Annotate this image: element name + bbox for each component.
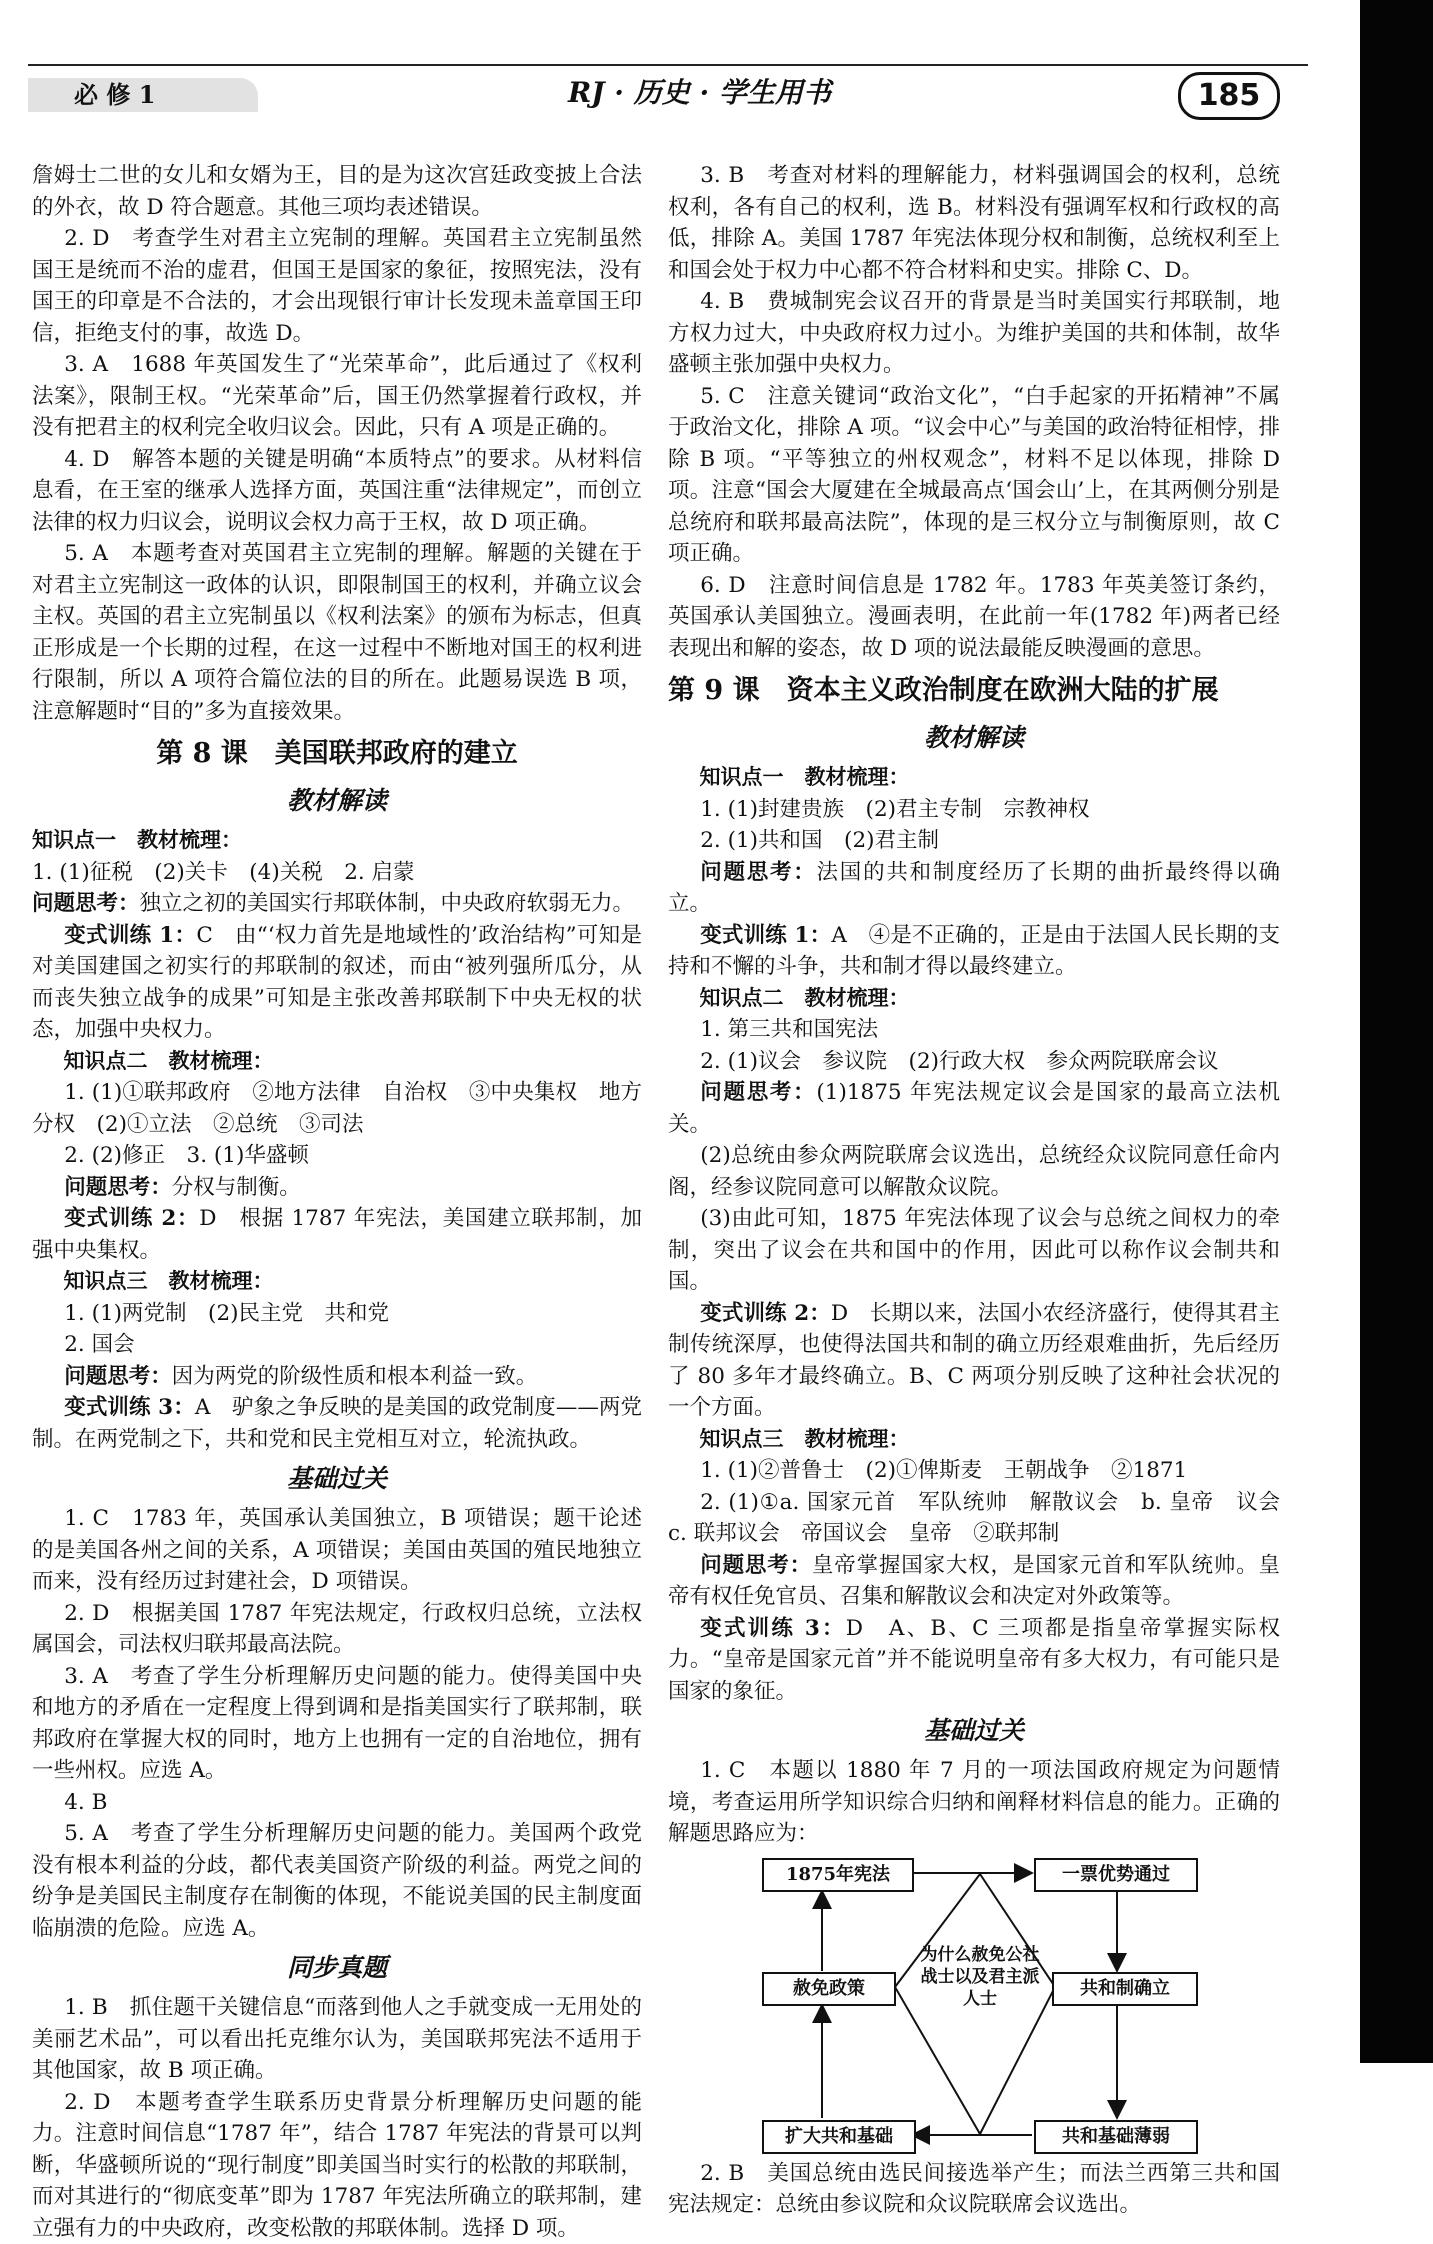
- label: 变式训练 2：: [700, 1301, 831, 1326]
- left-column: [32, 160, 642, 2244]
- answer-2: 2. D 根据美国 1787 年宪法规定，行政权归总统，立法权属国会，司法权归联邦最高法院。: [32, 1598, 642, 1661]
- scan-edge-bar: [1360, 0, 1433, 2063]
- answer-3: 3. B 考查对材料的理解能力，材料强调国会的权利，总统权利，各有自己的权利，选 B。材料没有强调军权和行政权的高低，排除 A。美国 1787 年宪法体现分权和制衡，总统权利至上和国会处于权力中心都不符合材料和史实。排除 C、D。: [668, 160, 1280, 286]
- paragraph: 2. 国会: [32, 1329, 642, 1361]
- box-1875-constitution: 1875年宪法: [762, 1858, 914, 1892]
- paragraph: 1. (1)封建贵族 (2)君主专制 宗教神权: [668, 794, 1280, 826]
- answer-2: 2. D 本题考查学生联系历史背景分析理解历史问题的能力。注意时间信息“1787 年”，结合 1787 年宪法的背景可以判断，华盛顿所说的“现行制度”即美国当时实行的松散的邦联制，而对其进行的“彻底变革”即为 1787 年宪法所确立的联邦制，建立强有力的中央政府，改变松散的邦联体制。选择 D 项。: [32, 2087, 642, 2244]
- variant-exercise: [668, 920, 1280, 983]
- box-expand-base: 扩大共和基础: [762, 2120, 916, 2154]
- question-thinking: [32, 1361, 642, 1393]
- text: (1)1875 年宪法规定议会是国家的最高立法机关。: [668, 1080, 1280, 1137]
- label: 问题思考：: [32, 891, 140, 916]
- paragraph: 2. (2)修正 3. (1)华盛顿: [32, 1140, 642, 1172]
- label: 问题思考：: [700, 1553, 812, 1578]
- box-amnesty: 赦免政策: [762, 1972, 896, 2006]
- text: 分权与制衡。: [172, 1175, 301, 1200]
- section-heading: 教材解读: [32, 781, 642, 821]
- page-header: [28, 58, 1348, 128]
- text: 皇帝掌握国家大权，是国家元首和军队统帅。皇帝有权任免官员、召集和解散议会和决定对外政策等。: [668, 1553, 1280, 1610]
- knowledge-point-2: 知识点二 教材梳理：: [32, 1046, 642, 1078]
- section-heading: 基础过关: [668, 1711, 1280, 1751]
- right-column: [668, 160, 1280, 2221]
- answer-1: 1. C 1783 年，英国承认美国独立，B 项错误；题干论述的是美国各州之间的关系，A 项错误；美国由英国的殖民地独立而来，没有经历过封建社会，D 项错误。: [32, 1503, 642, 1598]
- question-thinking: [668, 1077, 1280, 1140]
- knowledge-point-2: 知识点二 教材梳理：: [668, 983, 1280, 1015]
- label: 变式训练 3：: [700, 1616, 845, 1641]
- answer-4: 4. B 费城制宪会议召开的背景是当时美国实行邦联制，地方权力过大，中央政府权力过小。为维护美国的共和体制，故华盛顿主张加强中央权力。: [668, 286, 1280, 381]
- text: D 根据 1787 年宪法，美国建立联邦制，加强中央集权。: [32, 1206, 642, 1263]
- label: 变式训练 1：: [700, 923, 831, 948]
- text: C 由“‘权力首先是地域性的’政治结构”可知是对美国建国之初实行的邦联制的叙述，而由“被列强所瓜分，从而丧失独立战争的成果”可知是主张改善邦联制下中央无权的状态，加强中央权力。: [32, 923, 642, 1043]
- section-heading: 同步真题: [32, 1948, 642, 1988]
- answer-2: 2. B 美国总统由选民间接选举产生；而法兰西第三共和国宪法规定：总统由参议院和众议院联席会议选出。: [668, 2158, 1280, 2221]
- answer-3: 3. A 考查了学生分析理解历史问题的能力。使得美国中央和地方的矛盾在一定程度上得到调和是指美国实行了联邦制，联邦政府在掌握大权的同时，地方上也拥有一定的自治地位，拥有一些州权。应选 A。: [32, 1661, 642, 1787]
- paragraph: (2)总统由参众两院联席会议选出，总统经众议院同意任命内阁，经参议院同意可以解散众议院。: [668, 1140, 1280, 1203]
- label: 问题思考：: [64, 1364, 172, 1389]
- paragraph: 1. (1)征税 (2)关卡 (4)关税 2. 启蒙: [32, 857, 642, 889]
- box-one-vote: 一票优势通过: [1034, 1858, 1198, 1892]
- question-thinking: [32, 888, 642, 920]
- label: 变式训练 2：: [64, 1206, 199, 1231]
- knowledge-point-1: 知识点一 教材梳理：: [668, 762, 1280, 794]
- label: 问题思考：: [700, 860, 816, 885]
- paragraph: 2. (1)①a. 国家元首 军队统帅 解散议会 b. 皇帝 议会 c. 联邦议会 帝国议会 皇帝 ②联邦制: [668, 1487, 1280, 1550]
- variant-exercise: [32, 1203, 642, 1266]
- variant-exercise: [32, 920, 642, 1046]
- answer-3: 3. A 1688 年英国发生了“光荣革命”，此后通过了《权利法案》，限制王权。“光荣革命”后，国王仍然掌握着行政权，并没有把君主的权利完全收归议会。因此，只有 A 项是正确的。: [32, 349, 642, 444]
- label: 变式训练 1：: [64, 923, 196, 948]
- paragraph: 2. (1)共和国 (2)君主制: [668, 825, 1280, 857]
- paragraph: 1. (1)两党制 (2)民主党 共和党: [32, 1298, 642, 1330]
- knowledge-point-1: 知识点一 教材梳理：: [32, 825, 642, 857]
- box-republic-established: 共和制确立: [1052, 1972, 1198, 2006]
- lesson-8-title: 第 8 课 美国联邦政府的建立: [32, 731, 642, 777]
- center-question: 为什么赦免公社战士以及君主派人士: [920, 1944, 1040, 2010]
- paragraph: (3)由此可知，1875 年宪法体现了议会与总统之间权力的牵制，突出了议会在共和国中的作用，因此可以称作议会制共和国。: [668, 1203, 1280, 1298]
- header-rule: [28, 64, 1308, 66]
- answer-5: 5. A 考查了学生分析理解历史问题的能力。美国两个政党没有根本利益的分歧，都代表美国资产阶级的利益。两党之间的纷争是美国民主制度存在制衡的体现，不能说美国的民主制度面临崩溃的危险。应选 A。: [32, 1818, 642, 1944]
- text: D 长期以来，法国小农经济盛行，使得其君主制传统深厚，也使得法国共和制的确立历经艰难曲折，先后经历了 80 多年才最终确立。B、C 两项分别反映了这种社会状况的一个方面。: [668, 1301, 1280, 1421]
- answer-1: 1. C 本题以 1880 年 7 月的一项法国政府规定为问题情境，考查运用所学知识综合归纳和阐释材料信息的能力。正确的解题思路应为：: [668, 1755, 1280, 1850]
- paragraph: 詹姆士二世的女儿和女婿为王，目的是为这次宫廷政变披上合法的外衣，故 D 符合题意。其他三项均表述错误。: [32, 160, 642, 223]
- paragraph: 1. (1)①联邦政府 ②地方法律 自治权 ③中央集权 地方分权 (2)①立法 ②总统 ③司法: [32, 1077, 642, 1140]
- paragraph: 2. (1)议会 参议院 (2)行政大权 参众两院联席会议: [668, 1046, 1280, 1078]
- question-thinking: [32, 1172, 642, 1204]
- question-thinking: [668, 857, 1280, 920]
- book-volume: 必 修 1: [74, 78, 155, 112]
- answer-1: 1. B 抓住题干关键信息“而落到他人之手就变成一无用处的美丽艺术品”，可以看出托克维尔认为，美国联邦宪法不适用于其他国家，故 B 项正确。: [32, 1992, 642, 2087]
- answer-5: 5. C 注意关键词“政治文化”，“白手起家的开拓精神”不属于政治文化，排除 A 项。“议会中心”与美国的政治特征相悖，排除 B 项。“平等独立的州权观念”，材料不足以体现，排除 D 项。注意“国会大厦建在全城最高点‘国会山’上，在其两侧分别是总统府和联邦最高法院”，体现的是三权分立与制衡原则，故 C 项正确。: [668, 381, 1280, 570]
- box-weak-base: 共和基础薄弱: [1034, 2120, 1198, 2154]
- answer-6: 6. D 注意时间信息是 1782 年。1783 年英美签订条约，英国承认美国独立。漫画表明，在此前一年(1782 年)两者已经表现出和解的姿态，故 D 项的说法最能反映漫画的意思。: [668, 570, 1280, 665]
- answer-4: 4. D 解答本题的关键是明确“本质特点”的要求。从材料信息看，在王室的继承人选择方面，英国注重“法律规定”，而创立法律的权力归议会，说明议会权力高于王权，故 D 项正确。: [32, 444, 642, 539]
- label: 问题思考：: [700, 1080, 816, 1105]
- section-heading: 基础过关: [32, 1459, 642, 1499]
- question-thinking: [668, 1550, 1280, 1613]
- reasoning-diagram: [760, 1856, 1200, 2156]
- answer-5: 5. A 本题考查对英国君主立宪制的理解。解题的关键在于对君主立宪制这一政体的认识，即限制国王的权利，并确立议会主权。英国的君主立宪制虽以《权利法案》的颁布为标志，但真正形成是一个长期的过程，在这一过程中不断地对国王的权利进行限制，所以 A 项符合篇位法的目的所在。此题易误选 B 项，注意解题时“目的”多为直接效果。: [32, 538, 642, 727]
- paragraph: 1. 第三共和国宪法: [668, 1014, 1280, 1046]
- paragraph: 1. (1)②普鲁士 (2)①俾斯麦 王朝战争 ②1871: [668, 1455, 1280, 1487]
- page-number: 185: [1178, 72, 1280, 120]
- answer-4: 4. B: [32, 1787, 642, 1819]
- knowledge-point-3: 知识点三 教材梳理：: [668, 1424, 1280, 1456]
- answer-2: 2. D 考查学生对君主立宪制的理解。英国君主立宪制虽然国王是统而不治的虚君，但国王是国家的象征，按照宪法，没有国王的印章是不合法的，才会出现银行审计长发现未盖章国王印信，拒绝支付的事，故选 D。: [32, 223, 642, 349]
- knowledge-point-3: 知识点三 教材梳理：: [32, 1266, 642, 1298]
- text: A ④是不正确的，正是由于法国人民长期的支持和不懈的斗争，共和制才得以最终建立。: [668, 923, 1280, 980]
- text: 法国的共和制度经历了长期的曲折最终得以确立。: [668, 860, 1280, 917]
- variant-exercise: [32, 1392, 642, 1455]
- label: 问题思考：: [64, 1175, 172, 1200]
- text: 独立之初的美国实行邦联体制，中央政府软弱无力。: [140, 891, 635, 916]
- section-heading: 教材解读: [668, 718, 1280, 758]
- label: 变式训练 3：: [64, 1395, 195, 1420]
- text: D A、B、C 三项都是指皇帝掌握实际权力。“皇帝是国家元首”并不能说明皇帝有多大权力，有可能只是国家的象征。: [668, 1616, 1280, 1704]
- variant-exercise: [668, 1298, 1280, 1424]
- variant-exercise: [668, 1613, 1280, 1708]
- text: 因为两党的阶级性质和根本利益一致。: [172, 1364, 538, 1389]
- text: A 驴象之争反映的是美国的政党制度——两党制。在两党制之下，共和党和民主党相互对立，轮流执政。: [32, 1395, 642, 1452]
- book-title: RJ · 历史 · 学生用书: [568, 76, 831, 110]
- lesson-9-title: 第 9 课 资本主义政治制度在欧洲大陆的扩展: [668, 668, 1280, 714]
